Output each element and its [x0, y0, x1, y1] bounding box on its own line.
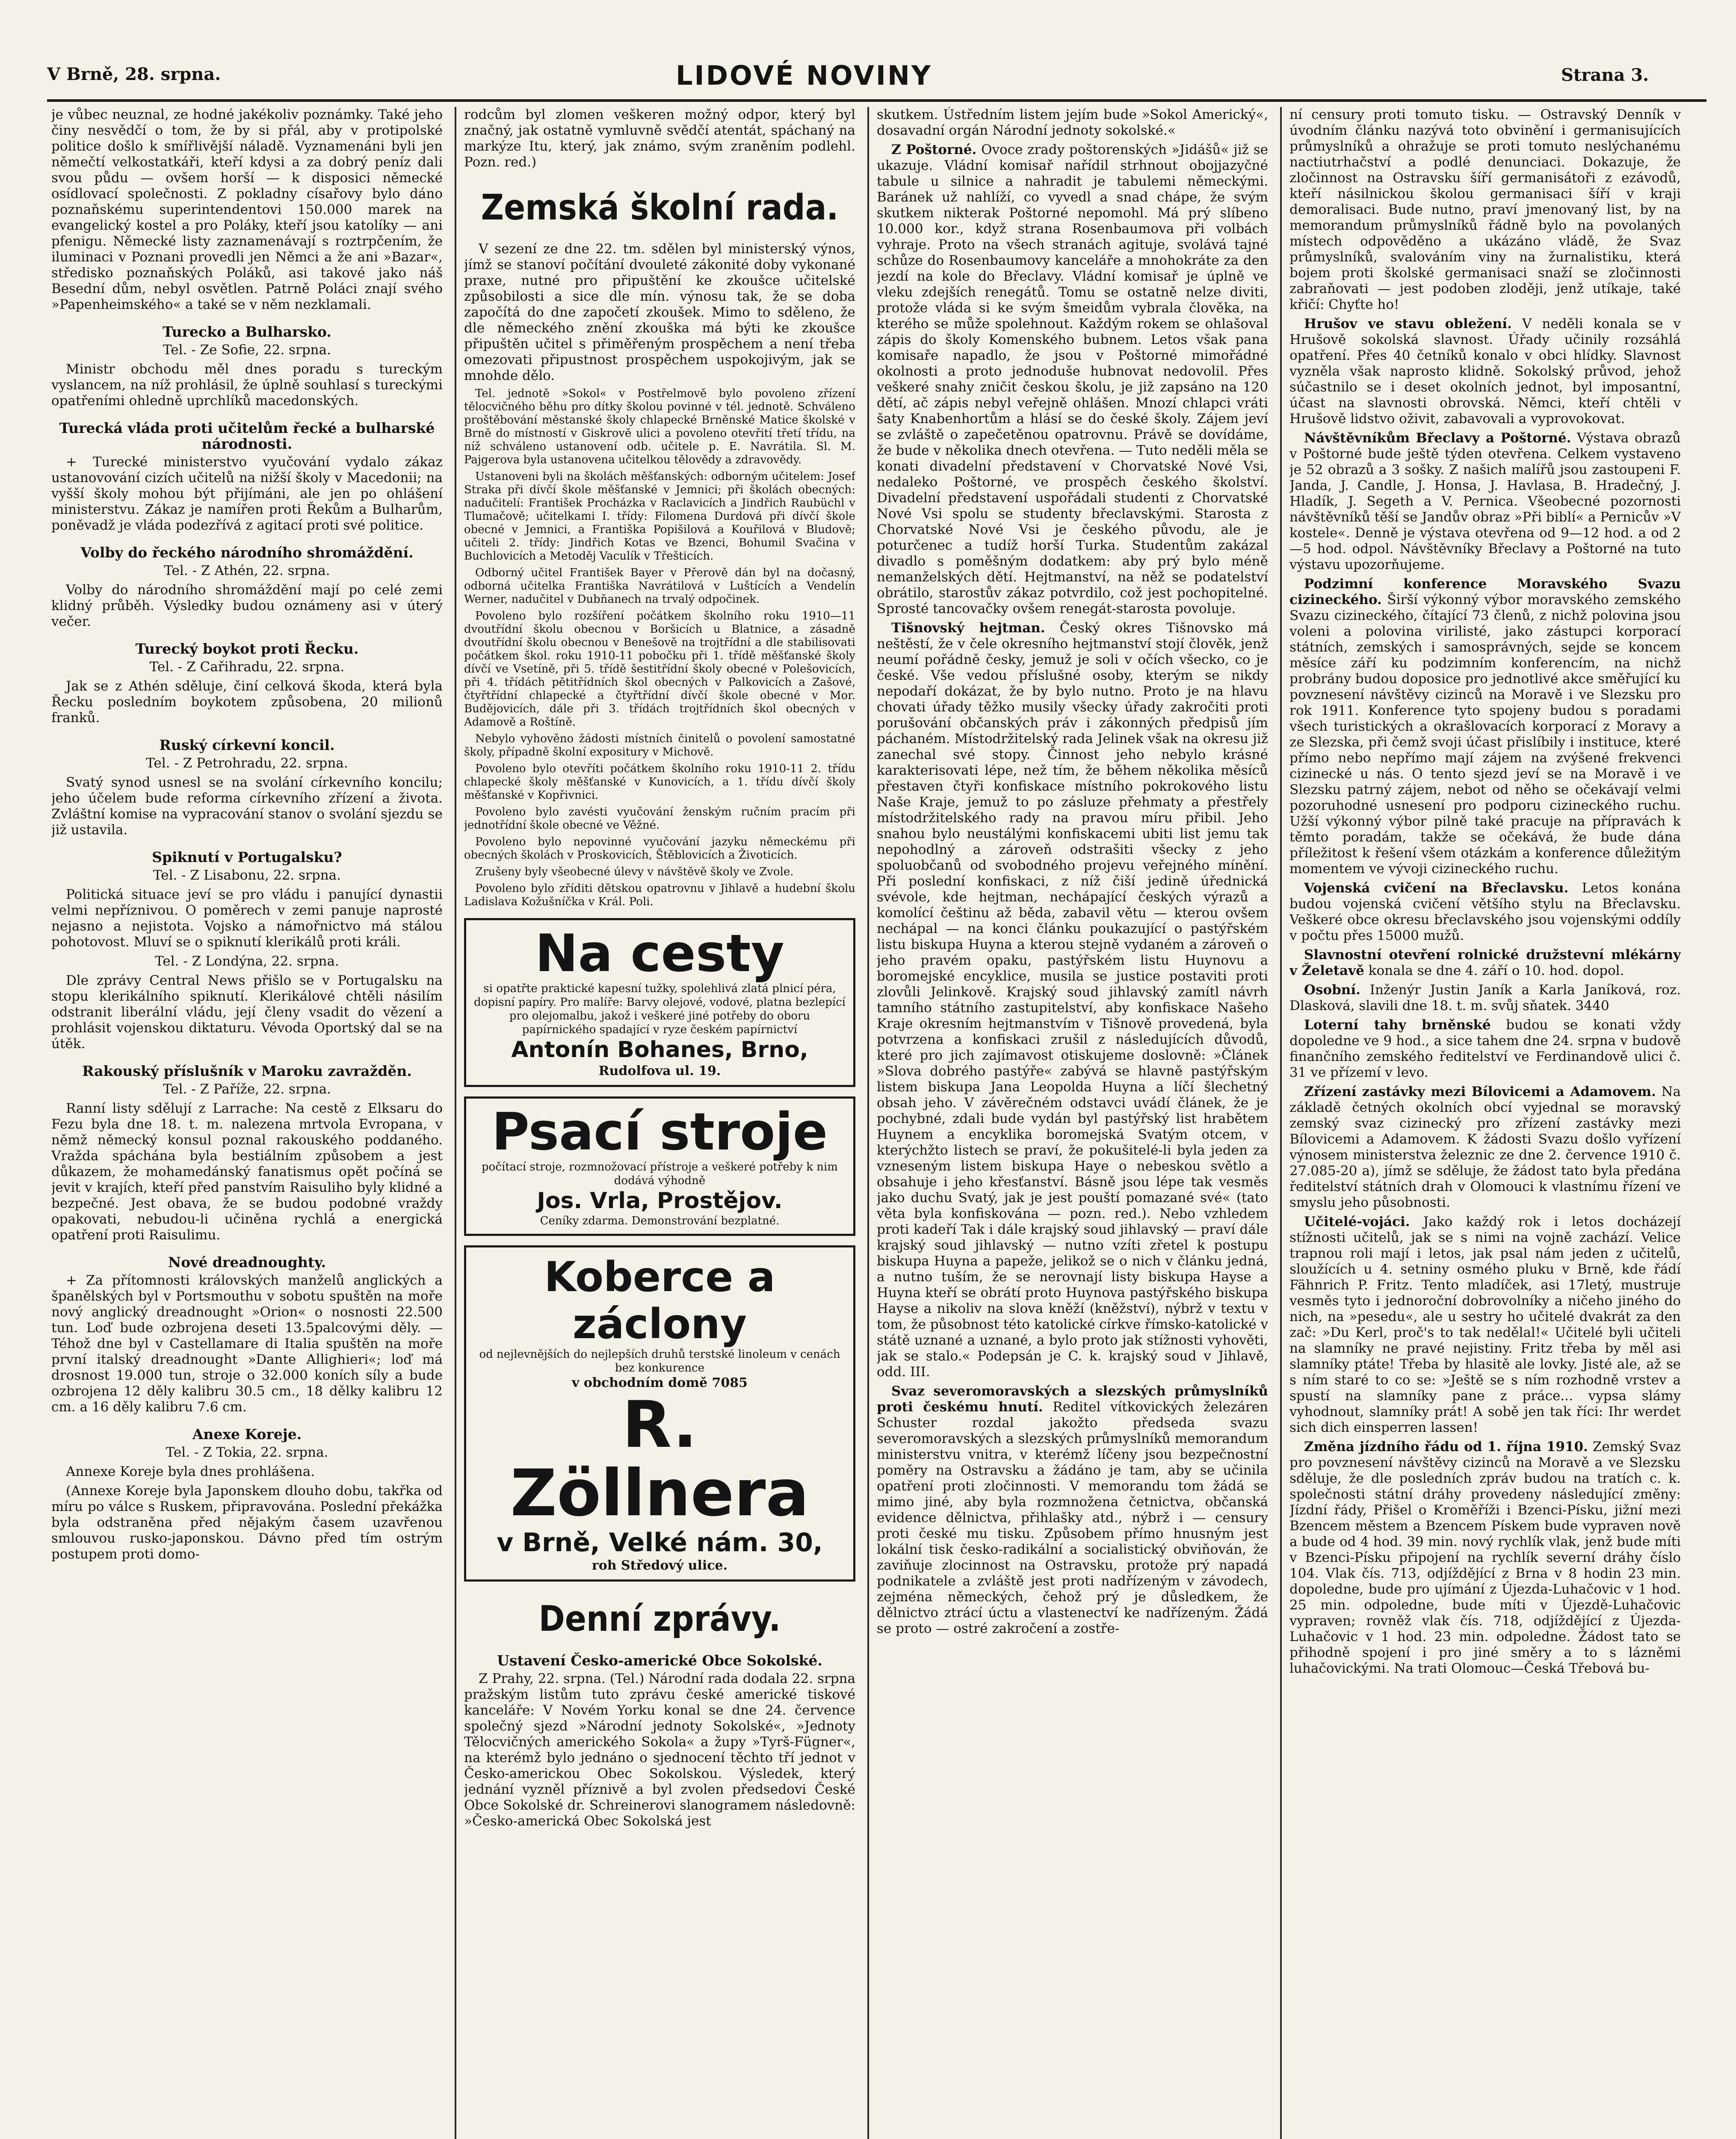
- article-text: [1289, 1084, 1681, 1211]
- ad-advertiser: Antonín Bohanes, Brno,: [511, 1037, 808, 1063]
- article-text-body: Širší výkonný výbor moravského zemského Svazu cizineckého, čítající 73 členů, z nichž polovina jsou voleni a polovina virilisté, jako zástupci korporací státních, zemských i samosprávných, sejde se koncem měsíce září ku podzimním konferencím, na nichž probrány budou doposice pro jednotlivé akce směřující ku povznesení návštěvy cizinců na Moravě i ve Slezsku pro rok 1911. Konference tyto spojeny budou s poradami všech turistických a okrašlovacích korporací z Moravy a ze Slezska, při čemž svoji účast přislíbily i instituce, které přímo nebo nepřímo mají zájem na zvýšené frekvenci cizinecké u nás. O tento sjezd jeví se na Moravě i ve Slezsku patrný zájem, nebot od něho se očekávají velmi pozoruhodné usnesení pro podporu cizineckého ruchu. Užší výkonný výbor pilně také pracuje na přípravách k těmto poradám, takže se očekává, že bude dána příležitost k řešení všem otázkám a konference důležitým momentem ve vývoji cizineckého ruchu.: [1289, 592, 1681, 877]
- small-paragraph: Nebylo vyhověno žádosti místních činitelů o povolení samostatné školy, případně školní expositury v Michově.: [464, 732, 855, 758]
- inline-heading: Tišnovský hejtman.: [891, 620, 1045, 636]
- ad-title: Koberce a záclony: [544, 1253, 775, 1348]
- article-text-body: Reditel vítkovických železáren Schuster rozdal jakožto předseda svazu severomoravských a slezských průmyslníků memorandum ministerstvu vnitra, v kterémž líčeny jsou bezpečnostní poměry na Ostravsku a žádáno je tam, aby se učinila opatření proti zločinnosti. V memorandu tom žádá se mimo jiné, aby byla rozmnožena četnictva, občanská evidence dělnictva, přihlašky atd., nýbrž i — censury proti české mu tisku. Způsobem přímo hnusným jest lokální tisk česko-radikální a socialistický obviňován, že zaviňuje zlocinnost na Ostravsku, protože prý napadá podnikatele a zvláště jest proti nadřízeným v závodech, zejména německých, čehož prý je důsledkem, že dělnictvo ztrácí úctu a vlastenectví ke nadřízeným. Žádá se proto — ostré zakročení a zostře-: [877, 1399, 1268, 1636]
- article-text: Ministr obchodu měl dnes poradu s tureckým vyslancem, na níž prohlásil, že úplně souhlasí s tureckými opatřeními ohledně uprchlíků macedonských.: [51, 361, 443, 409]
- article-text: + Za přítomnosti královských manželů anglických a španělských byl v Portsmouthu v sobotu spuštěn na moře nový anglický dreadnought »Orion« o nosnosti 22.500 tun. Loď bude ozbrojena deseti 13.5palcovými děly. — Téhož dne byl v Castellamare di Italia spuštěn na moře první italský dreadnought »Dante Allighieri«; loď má drosnost 19.000 tun, stroje o 32.000 koních síly a bude ozbrojena 12 děly kalibru 30.5 cm., 18 dělky kalibru 12 cm. a 16 děly kalibru 7.6 cm.: [51, 1273, 443, 1415]
- ad-text: od nejlevnějších do nejlepších druhů terstské linoleum v cenách bez konkurence: [479, 1348, 840, 1375]
- article-text: Volby do národního shromáždění mají po celé zemi klidný průběh. Výsledky budou oznámeny asi v úterý večer.: [51, 582, 443, 629]
- article-heading: Volby do řeckého národního shromáždění.: [80, 544, 414, 561]
- inline-heading: Návštěvníkům Břeclavy a Poštorné.: [1304, 430, 1571, 446]
- article-text: je vůbec neuznal, ze hodné jakékoliv poznámky. Také jeho činy nesvědčí o tom, že by si přál, aby v protipolské politice došlo k smířlivější náladě. Vyznamenáni byli jen němečtí velkostatkáři, kteří kdysi a za dobrý peníz dali svou půdu — ovšem horší — k disposici německé osídlovací společnosti. Z pokladny císařovy bylo dáno poznaňskému superintendentovi 150.000 marek na evangelický kostel a pro Poláky, kteří jsou katolíky — ani pfenigu. Německé listy zaznamenávají s roztrpčením, že iluminaci v Poznani provedli jen Němci a že ani »Bazar«, středisko poznaňských Poláků, asi takové jako náš Besední dům, nebyl osvětlen. Patrně Poláci znají svého »Papenheimského« a také se v něm nezklamali.: [51, 107, 443, 312]
- article-text: Annexe Koreje byla dnes prohlášena.: [66, 1464, 315, 1479]
- article-text-body: V neděli konala se v Hrušově sokolská slavnost. Úřady učinily rozsáhlá opatření. Přes 40 četníků konalo v obci hlídky. Slavnost vyzněla však naprosto klidně. Sokolský průvod, jehož súčastnilo se i deset okolních jednot, byl imposantní, účast na slavnosti obrovská. Němci, kteří chtěli v Hrušově lidstvo oživit, zabavovali a vyprovokovat.: [1289, 316, 1681, 427]
- ad-advertiser: Jos. Vrla, Prostějov.: [537, 1188, 783, 1214]
- article-text: Dle zprávy Central News přišlo se v Portugalsku na stopu klerikálního spiknutí. Klerikálové chtěli násilím odstranit liberální vládu, její členy vsadit do vězení a prohlásit vojenskou diktaturu. Vévoda Oportský dal se na útěk.: [51, 973, 443, 1052]
- article-text: [1289, 880, 1681, 944]
- article-text: (Annexe Koreje byla Japonskem dlouho dobu, takřka od míru po válce s Ruskem, připravována. Poslední překážka byla odstraněna před nějakým časem uzavřenou smlouvou rusko-japonskou. Dávno před tím ostrým postupem proti domo-: [51, 1483, 443, 1562]
- small-paragraph: Povoleno bylo nepovinné vyučování jazyku německému při obecných školách v Proskovicích, Štěblovicích a Životicích.: [464, 835, 855, 862]
- article-heading: Turecký boykot proti Řecku.: [135, 640, 359, 657]
- inline-heading: Slavnostní otevření rolnické družstevní mlékárny v Želetavě: [1289, 947, 1681, 978]
- article-heading: Rakouský příslušník v Maroku zavražděn.: [82, 1063, 412, 1079]
- advertisement-koberce: [464, 1245, 855, 1582]
- article-text: [1289, 1214, 1681, 1436]
- inline-heading: Učitelé-vojáci.: [1304, 1214, 1410, 1229]
- small-paragraph: Povoleno bylo rozšíření počátkem školního roku 1910—11 dvoutřídní školu obecnou v Boršicích u Blatnice, a zásadně dvoutřídní školu obecnou v Benešově na trojtřídní a dle stabilisovati počátkem škol. roku 1910-11 pobočku při 1. třídě měšťanské školy dívčí ve Vsetíně, při 5. třídě šestitřídní školy obecné v Polešovicích, při 4. třídách pětitřídních škol obecných v Palkovicích a Zašové, čtyřtřídní chlapecké a čtyřtřídní dívčí škole obecné v Mor. Budějovicích, dále při 3. třídách trojtřídních škol obecných v Adamově a Roštíně.: [464, 610, 855, 729]
- dateline: Tel. - Z Athén, 22. srpna.: [164, 563, 330, 578]
- advertisement-na-cesty: [464, 918, 855, 1087]
- inline-heading: Podzimní konference Moravského Svazu cizineckého.: [1289, 576, 1681, 607]
- dateline: Tel. - Z Londýna, 22. srpna.: [155, 954, 339, 969]
- dateline: Tel. - Z Lisabonu, 22. srpna.: [153, 868, 341, 883]
- article-text: [1289, 576, 1681, 877]
- article-text-body: budou se konati vždy dopoledne ve 9 hod., a sice tahem dne 24. srpna v budově finančního zemského ředitelství ve Ferdinandově ulici č. 31 ve přízemí v levo.: [1289, 1017, 1681, 1080]
- article-text: [1289, 316, 1681, 427]
- advertisement-psaci-stroje: [464, 1096, 855, 1236]
- small-paragraph: Povoleno bylo otevříti počátkem školního roku 1910-11 2. třídu chlapecké školy měšťanské v Kunovicích, a 1. třídu dívčí školy měšťanské v Kopřivnici.: [464, 762, 855, 802]
- small-paragraph: Povoleno bylo zříditi dětskou opatrovnu v Jihlavě a hudební školu Ladislava Kožušníčka v Král. Poli.: [464, 882, 855, 908]
- small-paragraph: Zrušeny byly všeobecné úlevy v návštěvě školy ve Zvole.: [475, 865, 794, 878]
- dateline: Tel. - Z Petrohradu, 22. srpna.: [146, 755, 348, 771]
- article-text: Z Prahy, 22. srpna. (Tel.) Národní rada dodala 22. srpna pražským listům tuto zprávu české americké tiskové kanceláře: V Novém Yorku konal se dne 24. července společný sjezd »Národní jednoty Sokolské«, »Jednoty Tělocvičných amerického Sokola« a župy »Tyrš-Fügner«, na kterémž bylo jednáno o sjednocení těchto tří jednot v Česko-americkou Obec Sokolskou. Výsledek, který jednání vyzněl příznivě a byl zvolen předsedovi České Obce Sokolské dr. Schreinerovi slanogramem následovně: »Česko-americká Obec Sokolská jest: [464, 1671, 855, 1829]
- article-text: Politická situace jeví se pro vládu i panující dynastii velmi nepříznivou. O poměrech v zemi panuje naprosté nejasno a nejistota. Vojsko a námořnictvo má stálou pohotovost. Mluví se o spiknutí klerikálů proti králi.: [51, 887, 443, 950]
- inline-heading: Vojenská cvičení na Břeclavsku.: [1304, 880, 1569, 896]
- small-paragraph: Ustanoveni byli na školách měšťanských: odborným učitelem: Josef Straka při dívčí škole měšťanské v Jemnici; při školách obecných: nadučitelí: František Procházka v Raclavicích a Jindřich Raubüchl v Tlumačově; učitelkami I. třídy: Filomena Durdová při dívčí škole obecné v Jemnici, a Františka Popišilová a Kouřilová v Bludově; učiteli 2. třídy: Jindřich Kotas ve Bzenci, Bohumil Svačina v Buchlovicích a Metoděj Vaculík v Třešticích.: [464, 470, 855, 563]
- article-text-body: konala se dne 4. září o 10. hod. dopol.: [1368, 963, 1624, 978]
- small-paragraph: Tel. jednotě »Sokol« v Postřelmově bylo povoleno zřízení tělocvičného běhu pro dítky školou povinné v tél. jednotě. Schváleno proštěbování městanské školy chlapecké Brněnské Matice školské v Brně do místností v Giskrově ulici a povoleno otevřití třetí třídu, na níž schváleno ustanovení odb. učitele p. E. Navrátila. Sl. M. Pajgerova byla ustanovena učitelkou tělovědy a zdravovědy.: [464, 387, 855, 466]
- article-text: rodcům byl zlomen veškeren možný odpor, který byl značný, jak ostatně vymluvně svědčí atentát, spáchaný na markýze Itu, který, jak známo, svým zraněním podlehl. Pozn. red.): [464, 107, 855, 170]
- article-heading: Nové dreadnoughty.: [168, 1254, 326, 1271]
- article-text: [1289, 982, 1681, 1014]
- column-divider: [1280, 107, 1282, 2139]
- article-text-body: Český okres Tišnovsko má neštěstí, že v čele okresního hejtmanství stojí člověk, jenž neumí pořádně česky, jemuž je soli v očích všecko, co je české. Vše vedou příslušné osoby, kterým se nikdy nepodaří dokázat, že by bylo nutno. Proto je na hlavu chovati úřady těžko musily všecky úřady zakročiti proti porušování občanských práv i zákonných předpisů jím páchaném. Místodržitelský rada Jelinek však na okresu již zanechal své stopy. Činnost jeho nebylo krásné karakterisovati lépe, než tím, že během několika měsíců přestaven čtyři konfiskace místního pokrokového listu Naše Kraje, jemuž to po zásluze přehmaty a přestřely místodržitelského rady na pravou míru přibil. Jeho snahou bylo neustálými konfiskacemi ubiti list jemu tak nepohodlný a zároveň odstrašiti všecky z jeho spoluobčanů od svobodného projevu veřejného mínění. Při poslední konfiskaci, z níž čiší jedině úřednická svévole, kde hejtman, nechápající českých výrazů a komolící češtinu až běda, zabavil větu — kterou ovšem nechápal — na konci článku poukazující o pastýřském listu biskupa Huyna a kterou stejně vydaném a zároveň o jeho pravém opaku, pastýřském listu Huynovu a boromejské encyklice, musila se justice postaviti proti zlovůli Jelinkově. Krajský soud jihlavský zamítl návrh tamního státního zastupitelství, aby konfiskace Našeho Kraje okresním hejtmanstvím v Tišnově provedená, byla potvrzena a konfiskaci zrušil z následujících důvodů, které pro jich zajímavost otiskujeme doslovně: »Článek »Slova dobrého pastýře« zabývá se hlavně pastýřským listem biskupa Jana Leopolda Huyna a líčí šlechetný obsah jeho. V závěrečném odstavci uvádí článek, že je pochybné, zdali bude vydán byl pastýřský list hrabětem Huynem a encyklika boromejská Svatým otcem, v kterýchžto listech se praví, že pokušitelé-li byla jeden za vzneseným listem biskupa Haye o nebeskou světlo a obsahuje i jeho křesťanství. Básně jsou lépe tak vesměs jako duchu Svatý, jak je jest pouští pomazané své« (tato věta byla konfiskována — pozn. red.). Nebo vzhledem proti kadeří Tak i dále krajský soud jihlavský — praví dále krajský soud jihlavský — nutno vzíti zřetel k postupu biskupa Huyna a papeže, jelikož se o nich v článku jedná, a nutno tuším, že se nerovnají listy biskupa Hayse a Huyna kteří se obrátí proto Huynova pastýřského biskupa Hayse a nikoliv na slova kněží (kněžství), nýbrž v textu v tom, že působnost této katolické církve římsko-katolické v státě uznané a uznané, a bylo proto jak stížnosti vyhověti, jak se stalo.« Podepsán je C. k. krajský soud v Jihlavě, odd. III.: [877, 620, 1268, 1380]
- ad-note: Ceníky zdarma. Demonstrování bezplatné.: [540, 1215, 780, 1227]
- small-paragraph: Odborný učitel František Bayer v Přerově dán byl na dočasný, odborná učitelka Františka Navrátilová v Luštících a Vendelín Werner, nadučitel v Dubňanech na trvalý odpočinek.: [464, 566, 855, 606]
- column-1: [51, 107, 443, 2139]
- article-text: [877, 142, 1268, 617]
- article-text-body: Na základě četných okolních obcí vyjednal se moravský zemský svaz cizinecký pro zřízení zastávky mezi Bílovicemi a Adamovem. K žádosti Svazu došlo vyřízení výnosem ministerstva železnic ze dne 2. července 1910 č. 27.085-20 a), jímž se sděluje, že žádost tato byla předána ředitelství státních drah v Olomouci k vlastnímu řízení ve smyslu jeho působnosti.: [1289, 1084, 1681, 1210]
- section-title: Denní zprávy.: [538, 1599, 781, 1639]
- article-text: [1289, 947, 1681, 979]
- article-text: Jak se z Athén sděluje, činí celková škoda, která byla Řecku posledním boykotem způsobena, 20 milionů franků.: [51, 678, 443, 726]
- ad-advertiser: R. Zöllnera: [510, 1388, 809, 1531]
- masthead: LIDOVÉ NOVINY: [676, 60, 932, 91]
- article-text: Ranní listy sdělují z Larrache: Na cestě z Elksaru do Fezu byla dne 18. t. m. nalezena mrtvola Evropana, v němž německý konsul poznal rakouského poddaného. Vražda spáchána byla bestiálním způsobem a jest důkazem, že mohamedánský fanatismus opět počíná se jevit v krajích, kteří před panstvím Raisuliho byly klidné a bezpečné. Jest obava, že se budou podobné vraždy opakovati, nebudou-li učiněna rychlá a energická opatření proti Raisulimu.: [51, 1101, 443, 1243]
- dateline: Tel. - Z Cařihradu, 22. srpna.: [149, 659, 345, 675]
- dateline: Tel. - Ze Sofie, 22. srpna.: [163, 342, 331, 358]
- dateline: Tel. - Z Tokia, 22. srpna.: [166, 1445, 328, 1460]
- article-heading: Ruský církevní koncil.: [159, 737, 335, 753]
- article-text: V sezení ze dne 22. tm. sdělen byl ministerský výnos, jímž se stanoví počítání dvouleté zákonité doby vykonané praxe, nutné pro připuštění ke zkoušce učitelské způsobilosti a sice dle mín. výnosu tak, že se doba započítá do dne započetí zkoušek. Mimo to sděleno, že dle německého znění zkouška má býti ke zkoušce připuštěn učitel s přiměřeným prospěchem a není třeba omezovati připustnost prospěchem uspokojivým, jak se mnohde dělo.: [464, 241, 855, 383]
- inline-heading: Z Poštorné.: [891, 142, 977, 157]
- ad-address: v Brně, Velké nám. 30,: [497, 1528, 823, 1558]
- ad-text: si opatřte praktické kapesní tužky, spolehlivá zlatá plnicí péra, dopisní papíry. Pro malíře: Barvy olejové, vodové, platna bezlepící pro olejomalbu, jakož i veškeré jiné potřeby do oboru papírnického spadající v ryze českém papírnictví: [474, 982, 846, 1036]
- header-date: V Brně, 28. srpna.: [47, 64, 221, 84]
- header-rule: [47, 99, 1706, 102]
- inline-heading: Loterní tahy brněnské: [1304, 1017, 1491, 1033]
- inline-heading: Zřízení zastávky mezi Bílovicemi a Adamovem.: [1304, 1084, 1656, 1099]
- article-text: [877, 1384, 1268, 1637]
- ad-subaddress: roh Středový ulice.: [591, 1558, 728, 1573]
- small-paragraph: Povoleno bylo zavésti vyučování ženským ručním pracím při jednotřídní škole obecné ve Věžné.: [464, 806, 855, 832]
- article-text-body: Inženýr Justin Janík a Karla Janíková, roz. Dlasková, slavili dne 18. t. m. svůj sňatek.: [1289, 982, 1681, 1013]
- ad-number: 7085: [712, 1375, 748, 1390]
- page-number: Strana 3.: [1561, 65, 1649, 85]
- small-print-block: [464, 387, 855, 909]
- article-heading: Turecká vláda proti učitelům řecké a bulharské národnosti.: [59, 420, 435, 452]
- inline-heading: Svaz severomoravských a slezských průmyslníků proti českému hnutí.: [877, 1384, 1268, 1415]
- article-text: [1289, 1017, 1681, 1081]
- column-2: [464, 107, 855, 2139]
- column-4: [1289, 107, 1681, 2139]
- article-heading: Ustavení Česko-americké Obce Sokolské.: [497, 1652, 822, 1669]
- inline-heading: Změna jízdního řádu od 1. října 1910.: [1304, 1439, 1588, 1455]
- ad-text: počítací stroje, rozmnožovací přístroje a veškeré potřeby k nim dodává výhodně: [482, 1161, 838, 1187]
- dateline: Tel. - Z Paříže, 22. srpna.: [163, 1081, 331, 1097]
- article-heading: Turecko a Bulharsko.: [163, 323, 331, 340]
- article-text-body: Jako každý rok i letos docházejí stížnosti učitelů, jak se s nimi na vojně zachází. Velice trapnou roli mají i letos, jak psal nám jeden z učitelů, sloužících u 4. setniny osmého pluku v Brně, kde řádí Fähnrich P. Fritz. Tento mladíček, asi 17letý, mustruje vesměs tyto i jednoroční dobrovolníky a ničeho jiného do nich, na »pesedu«, ale u sestry ho učitelé dvakrát za den zač: »Du Kerl, proč's to tak nedělal!« Učitelé byli učiteli na slamníky ne pravé nejistiny. Fritz třeba by měl asi slamníky ptáte! Třeba by hlasitě ale lovky. Jisté ale, až se s ním staré to co se: »Ještě se s ním rozhodně vrstev a spustí na slamníky pane z práce... vypsa slámy vyhodnout, slamníky prát! A sobě jen tak říci: Ihr werdet sich dich einsperren lassen!: [1289, 1214, 1681, 1435]
- article-text: Svatý synod usnesl se na svolání církevního koncilu; jeho účelem bude reforma církevního zřízení a života. Zvláštní komise na vypracování stanov o svolání sjezdu se již ustavila.: [51, 775, 443, 838]
- article-text-body: Ovoce zrady poštorenských »Jidášů« již se ukazuje. Vládní komisař nařídil strhnout obojjazyčné tabule u silnice a nahradit je tabulemi německými. Baránek už nahlíží, co vyvedl a snad chápe, že svým skutkem nikterak Poštorné nepomohl. Má prý slíbeno 10.000 kor., když strana Rosenbaumova při volbách vyhraje. Proto na všech stranách agituje, svolává tajné schůze do Rosenbaumovy kanceláře a mnohokráte za den jezdí na kole do Břeclavy. Vládní komisař je úplně ve vleku zdejších renegátů. Tomu se ostatně nelze diviti, protože vláda si ke svým šmeidům vybrala člověka, na kterého se může spolehnout. Každým rokem se ohlašoval zápis do školy Komenského bubnem. Letos však pana komisaře napadlo, že jsou v Poštorné mimořádné okolnosti a proto jednoduše hubnovat nedovolil. Přes veškeré snahy zničit českou školu, je již zapsáno na 120 dětí, ač zápis nebyl veřejně ohlášen. Mnozí chlapci vráti šaty Knabenhortům a hlásí se do české školy. Zájem jeví se zvláště o zapečetěnou opatrovnu. Právě se dovídáme, že bude v několika dnech otevřena. — Tuto neděli měla se konati divadelní představení v Chorvatské Nové Vsi, nedaleko Poštorné, ve prospěch českého školství. Divadelní představení uspořádali studenti z Chorvatské Nové Vsi spolu se studenty břeclavskými. Starosta z Chorvatské Nové Vsi je českého původu, ale je poturčenec a tudíž horší Turka. Studentům zakázal divadlo s poměšným dodatkem: aby prý bylo méně nemanželských dětí. Hejtmanství, na něž se podatelství obrátilo, starostův zákaz potvrdilo, což jest pochopitelné. Sprosté tancovačky ovšem renegát-starosta povoluje.: [877, 142, 1268, 616]
- article-text: ní censury proti tomuto tisku. — Ostravský Denník v úvodním článku nazývá toto obvinění i germanisujících průmyslníků a ohražuje se proti tomuto neslýchanému nactiutrhačství a podlé denunciaci. Dokazuje, že zločinnost na Ostravsku šíří germanisátoři z ezávodů, kteří násilnickou školou germanisaci šíří v kraji demoralisaci. Bude nutno, praví jmenovaný list, by na memorandum průmyslníků řádně bylo na povolaných místech odpověděno a ukázáno vládě, že Svaz průmyslníků, svalováním viny na žurnalistiku, která bojem proti školské germanisaci snaží se zločinnosti zabraňovati — jest podoben zloději, jenž utíkaje, také křičí: Chyťte ho!: [1289, 107, 1681, 312]
- inline-heading: Osobní.: [1304, 982, 1360, 998]
- ad-title: Psací stroje: [491, 1102, 828, 1162]
- article-text: [1289, 1439, 1681, 1677]
- article-text-body: Výstava obrazů v Poštorné bude ještě týden otevřena. Celkem vystaveno je 52 obrazů a 3 sošky. Z našich malířů jsou zastoupeni F. Janda, J. Candle, J. Honsa, J. Havlasa, B. Hradečný, J. Hladík, J. Segeth a V. Pernica. Všeobecné pozornosti návštěvníků těší se Jandův obraz »Při biblí« a Pernicův »V kostele«. Denně je výstava otevřena od 9—12 hod. a od 2—5 hod. odpol. Návštěvníky Břeclavy a Poštorné na tuto výstavu upozorňujeme.: [1289, 430, 1681, 572]
- inline-heading: Hrušov ve stavu obležení.: [1304, 316, 1512, 332]
- article-text-body: Zemský Svaz pro povznesení návštěvy cizinců na Moravě a ve Slezsku sděluje, že dle posledních zpráv budou na tratích c. k. společnosti státní dráhy provedeny následující změny: Jízdní řády, Přišel o Kroměříži i Bzenci-Písku, jižní mezi Bzencem městem a Bzencem Pískem bude vypraven nově a bude od 4 hod. 39 min. nový rychlík vlak, jenž bude míti v Bzenci-Písku připojení na rychlík severní dráhy číslo 104. Vlak čís. 713, odjíždějící z Brna v 8 hodin 23 min. dopoledne, bude pro ujímání z Újezda-Luhačovic v 1 hod. 25 min. odpoledne, bude míti v Újezdě-Luhačovic vypraven; rovněž vlak čís. 718, odjíždějící z Újezda-Luhačovic v 1 hod. 23 min. odpoledne. Žádost tato se přihodně spojení i pro jiné směry a to s lázněmi luhačovickými. Na trati Olomouc—Česká Třebová bu-: [1289, 1439, 1681, 1676]
- ad-title: Na cesty: [535, 924, 784, 984]
- column-divider: [455, 107, 456, 2139]
- column-3: [877, 107, 1268, 2139]
- article-text: [877, 620, 1268, 1380]
- article-text: [1289, 430, 1681, 573]
- column-divider: [867, 107, 869, 2139]
- ad-shop-label: v obchodním domě: [571, 1375, 708, 1390]
- ad-number: 3440: [1575, 998, 1609, 1013]
- article-heading: Spiknutí v Portugalsku?: [152, 849, 342, 865]
- article-text-body: Letos konána budou vojenská cvičení většího stylu na Břeclavsku. Veškeré obce okresu břeclavského jsou vojenskými oddíly v počtu přes 15000 mužů.: [1289, 880, 1681, 943]
- section-title: Zemská školní rada.: [481, 187, 839, 228]
- ad-address: Rudolfova ul. 19.: [598, 1064, 721, 1078]
- article-heading: Anexe Koreje.: [192, 1426, 302, 1443]
- article-text: + Turecké ministerstvo vyučování vydalo zákaz ustanovování cizích učitelů na nižší školy v Macedonii; na vyšší školy mohou být přijímáni, ale jen po ohlášení ministerstvu. Zákaz je namířen proti Řekům a Bulharům, poněvadž je vláda podezřívá z agitací proti své politice.: [51, 454, 443, 533]
- article-text: skutkem. Ústředním listem jejím bude »Sokol Americký«, dosavadní orgán Národní jednoty sokolské.«: [877, 107, 1268, 138]
